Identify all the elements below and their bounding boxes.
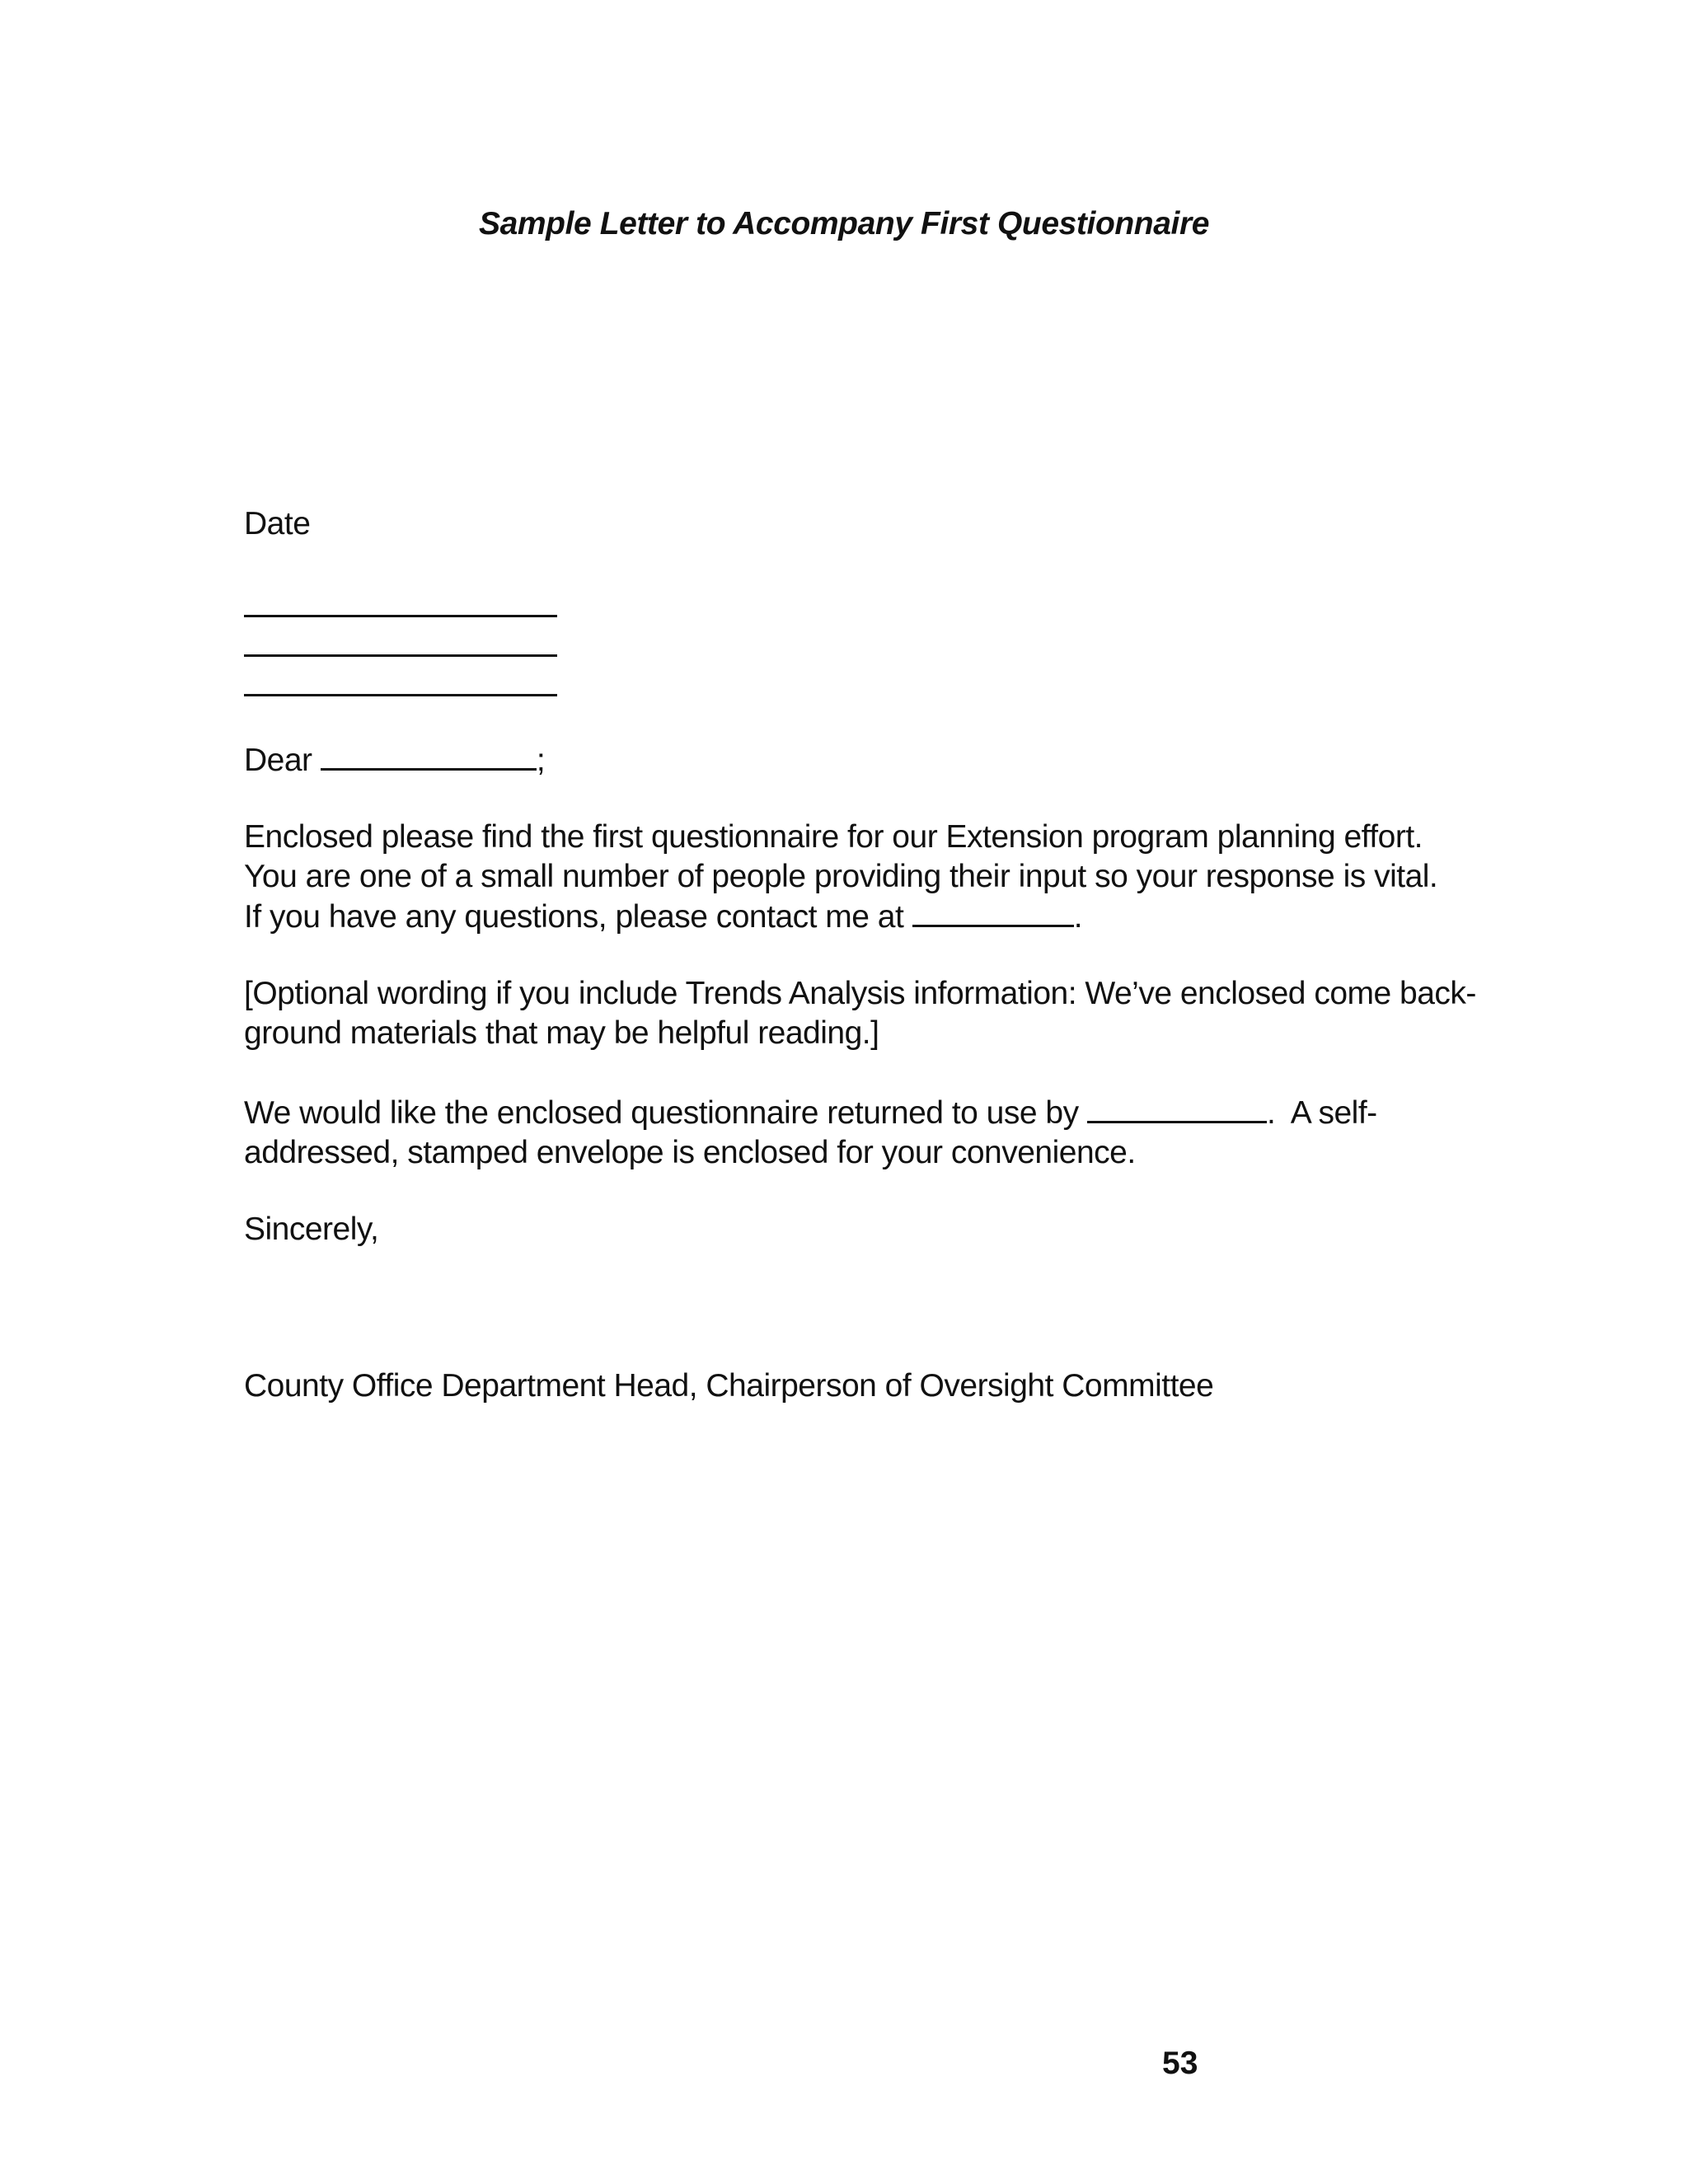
address-line-3 xyxy=(244,694,557,696)
contact-prefix: If you have any questions, please contact me at xyxy=(244,899,912,935)
paragraph-1-line-2: You are one of a small number of people providing their input so your response is vital. xyxy=(244,859,1438,894)
return-date-blank xyxy=(1087,1093,1267,1123)
paragraph-2 xyxy=(244,974,1530,1053)
page-number: 53 xyxy=(1162,2046,1198,2081)
salutation-prefix: Dear xyxy=(244,743,321,778)
paragraph-3-line-1 xyxy=(244,1093,1530,1133)
date-label: Date xyxy=(244,506,311,541)
paragraph-1 xyxy=(244,818,1530,937)
contact-blank xyxy=(912,897,1074,927)
address-line-2 xyxy=(244,654,557,657)
paragraph-3-line-2: addressed, stamped envelope is enclosed for your convenience. xyxy=(244,1135,1136,1170)
paragraph-3 xyxy=(244,1093,1530,1173)
closing: Sincerely, xyxy=(244,1212,379,1247)
paragraph-1-line-3 xyxy=(244,897,1530,937)
recipient-name-blank xyxy=(321,740,537,771)
signature-title: County Office Department Head, Chairperson of Oversight Committee xyxy=(244,1368,1214,1404)
salutation-suffix: ; xyxy=(536,743,546,778)
return-suffix: . A self- xyxy=(1266,1095,1377,1131)
address-line-1 xyxy=(244,615,557,617)
paragraph-1-line-1: Enclosed please find the first questionnaire for our Extension program planning effort. xyxy=(244,819,1423,855)
paragraph-2-line-2: ground materials that may be helpful reading.] xyxy=(244,1015,879,1051)
page-title: Sample Letter to Accompany First Questionnaire xyxy=(478,206,1210,241)
salutation xyxy=(244,740,1530,780)
paragraph-2-line-1: [Optional wording if you include Trends Analysis information: We’ve enclosed come back- xyxy=(244,976,1476,1011)
return-prefix: We would like the enclosed questionnaire returned to use by xyxy=(244,1095,1087,1131)
contact-suffix: . xyxy=(1073,899,1083,935)
